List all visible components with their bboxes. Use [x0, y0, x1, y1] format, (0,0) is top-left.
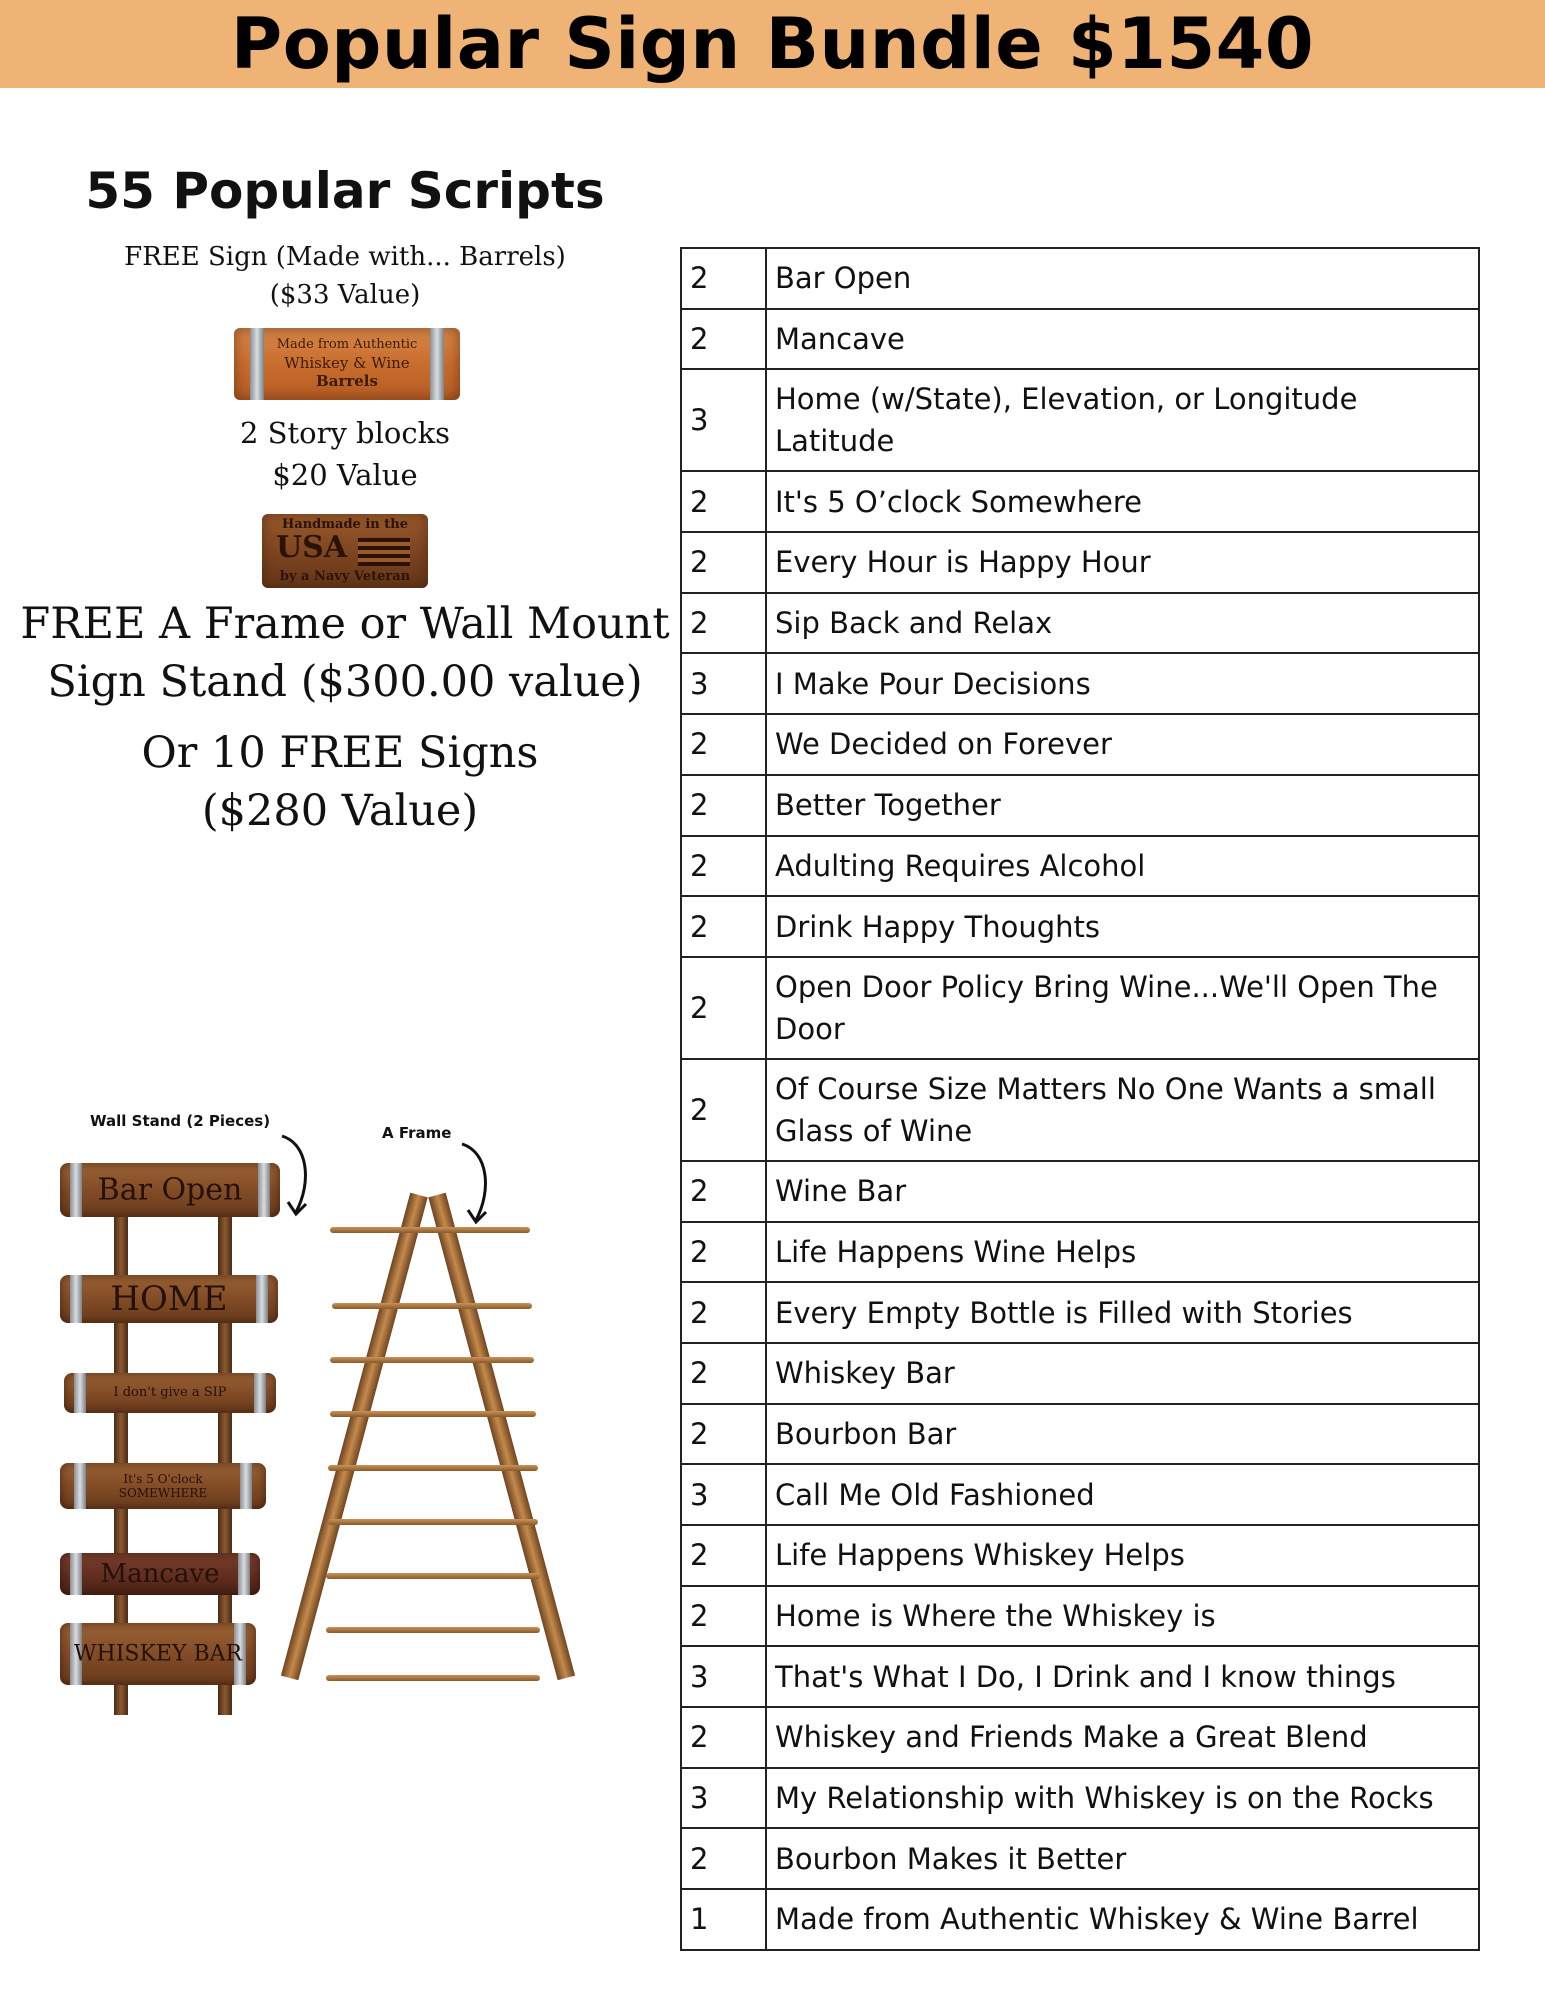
script-cell: Life Happens Whiskey Helps [766, 1525, 1479, 1586]
qty-cell: 2 [681, 1828, 766, 1889]
table-row [681, 957, 1479, 1059]
qty-cell: 3 [681, 1768, 766, 1829]
logo-line: Whiskey & Wine [284, 354, 410, 372]
table-row [681, 1059, 1479, 1161]
scripts-table [680, 247, 1480, 1951]
script-cell: Adulting Requires Alcohol [766, 836, 1479, 897]
story-blocks-value: $20 Value [272, 458, 418, 492]
script-cell: It's 5 O’clock Somewhere [766, 471, 1479, 532]
script-cell: My Relationship with Whiskey is on the Rocks [766, 1768, 1479, 1829]
a-frame-label: A Frame [382, 1124, 452, 1142]
usa-logo-top: Handmade in the [282, 517, 408, 532]
barrel-logo-text [234, 336, 460, 390]
sign-label: Bar Open [97, 1172, 243, 1208]
header-banner [0, 0, 1545, 88]
script-cell: I Make Pour Decisions [766, 653, 1479, 714]
script-cell: Call Me Old Fashioned [766, 1464, 1479, 1525]
script-cell: Home is Where the Whiskey is [766, 1586, 1479, 1647]
free-signs-line: Or 10 FREE Signs [141, 728, 539, 778]
story-blocks-offer [0, 412, 690, 496]
qty-cell: 3 [681, 1464, 766, 1525]
script-cell: Bourbon Bar [766, 1404, 1479, 1465]
qty-cell: 2 [681, 1059, 766, 1161]
table-row [681, 775, 1479, 836]
table-row [681, 1828, 1479, 1889]
script-cell: Every Empty Bottle is Filled with Stories [766, 1282, 1479, 1343]
free-signs-value: ($280 Value) [201, 786, 479, 836]
table-row [681, 369, 1479, 471]
qty-cell: 2 [681, 775, 766, 836]
script-cell: Wine Bar [766, 1161, 1479, 1222]
table-row [681, 1586, 1479, 1647]
logo-line: Barrels [316, 372, 378, 390]
usa-logo-sign [262, 514, 428, 588]
table-row [681, 1768, 1479, 1829]
table-row [681, 532, 1479, 593]
script-cell: Whiskey and Friends Make a Great Blend [766, 1707, 1479, 1768]
script-cell: Drink Happy Thoughts [766, 896, 1479, 957]
barrel-logo-sign [234, 328, 460, 400]
table-row [681, 1282, 1479, 1343]
qty-cell: 2 [681, 1282, 766, 1343]
table-row [681, 896, 1479, 957]
story-blocks-line: 2 Story blocks [239, 416, 451, 450]
script-cell: Life Happens Wine Helps [766, 1222, 1479, 1283]
qty-cell: 1 [681, 1889, 766, 1950]
qty-cell: 2 [681, 1343, 766, 1404]
page-title: Popular Sign Bundle $1540 [230, 3, 1315, 85]
table-row [681, 1707, 1479, 1768]
qty-cell: 2 [681, 714, 766, 775]
qty-cell: 3 [681, 653, 766, 714]
script-cell: Sip Back and Relax [766, 593, 1479, 654]
logo-line: Made from Authentic [276, 337, 418, 352]
qty-cell: 2 [681, 957, 766, 1059]
qty-cell: 2 [681, 593, 766, 654]
script-cell: Of Course Size Matters No One Wants a small Glass of Wine [766, 1059, 1479, 1161]
wall-stand-photo [58, 1155, 298, 1725]
script-cell: Bar Open [766, 248, 1479, 309]
qty-cell: 2 [681, 836, 766, 897]
qty-cell: 2 [681, 1404, 766, 1465]
table-row [681, 1464, 1479, 1525]
table-row [681, 1889, 1479, 1950]
script-cell: Every Hour is Happy Hour [766, 532, 1479, 593]
script-cell: Mancave [766, 309, 1479, 370]
sign-label: I don't give a SIP [113, 1385, 227, 1400]
qty-cell: 2 [681, 1586, 766, 1647]
sign-label: It's 5 O'clock SOMEWHERE [118, 1472, 208, 1500]
sign-label: WHISKEY BAR [73, 1641, 243, 1667]
table-row [681, 1525, 1479, 1586]
table-row [681, 1343, 1479, 1404]
qty-cell: 2 [681, 1707, 766, 1768]
qty-cell: 2 [681, 309, 766, 370]
free-stand-value: Sign Stand ($300.00 value) [47, 657, 643, 707]
flag-icon [358, 538, 410, 566]
table-row [681, 309, 1479, 370]
script-cell: That's What I Do, I Drink and I know things [766, 1646, 1479, 1707]
usa-logo-bottom: by a Navy Veteran [279, 569, 411, 584]
table-row [681, 593, 1479, 654]
sign-label: Mancave [100, 1559, 220, 1589]
qty-cell: 2 [681, 532, 766, 593]
script-cell: Made from Authentic Whiskey & Wine Barrel [766, 1889, 1479, 1950]
free-stand-offer [0, 595, 690, 711]
free-stand-line: FREE A Frame or Wall Mount [20, 599, 670, 649]
qty-cell: 2 [681, 471, 766, 532]
script-cell: We Decided on Forever [766, 714, 1479, 775]
free-sign-line: FREE Sign (Made with... Barrels) [124, 242, 566, 272]
script-cell: Better Together [766, 775, 1479, 836]
script-cell: Home (w/State), Elevation, or Longitude Latitude [766, 369, 1479, 471]
qty-cell: 3 [681, 369, 766, 471]
free-sign-value: ($33 Value) [269, 280, 421, 310]
qty-cell: 2 [681, 1222, 766, 1283]
qty-cell: 2 [681, 1161, 766, 1222]
table-row [681, 836, 1479, 897]
table-row [681, 653, 1479, 714]
qty-cell: 2 [681, 248, 766, 309]
table-row [681, 1222, 1479, 1283]
qty-cell: 3 [681, 1646, 766, 1707]
table-row [681, 1646, 1479, 1707]
table-row [681, 714, 1479, 775]
qty-cell: 2 [681, 1525, 766, 1586]
table-row [681, 1161, 1479, 1222]
wall-stand-label: Wall Stand (2 Pieces) [90, 1112, 271, 1130]
table-row [681, 1404, 1479, 1465]
table-row [681, 471, 1479, 532]
sign-label: HOME [110, 1279, 228, 1319]
qty-cell: 2 [681, 896, 766, 957]
script-cell: Whiskey Bar [766, 1343, 1479, 1404]
a-frame-photo [310, 1185, 555, 1715]
free-sign-offer [0, 238, 690, 314]
scripts-heading: 55 Popular Scripts [85, 162, 605, 220]
table-row [681, 248, 1479, 309]
script-cell: Bourbon Makes it Better [766, 1828, 1479, 1889]
free-signs-offer [0, 724, 680, 840]
usa-logo-main: USA [276, 530, 348, 565]
script-cell: Open Door Policy Bring Wine...We'll Open The Door [766, 957, 1479, 1059]
